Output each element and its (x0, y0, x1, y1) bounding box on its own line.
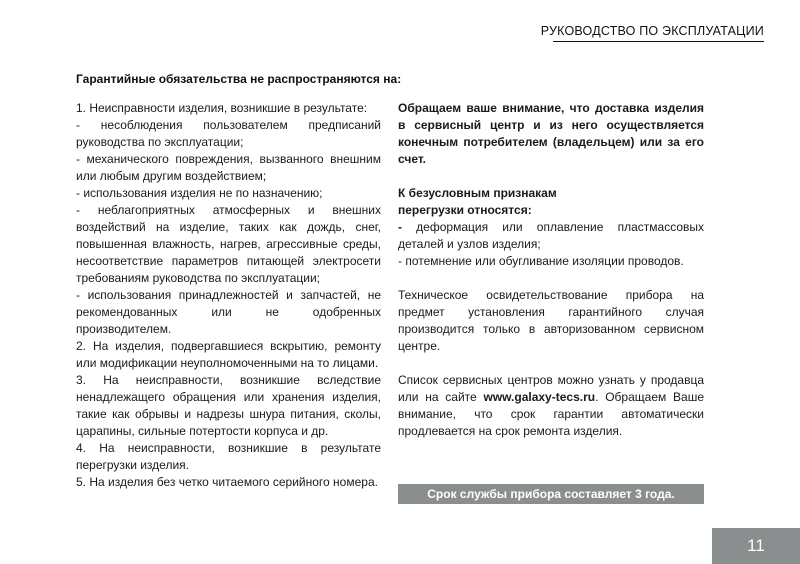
overload-dash: - (398, 220, 402, 234)
service-prefix: Список сервисных центров можно узнать у продавца или на сайте (398, 373, 704, 404)
exclusion-subitem-misuse: - использования изделия не по назначению; (76, 186, 323, 200)
right-column (398, 100, 704, 440)
exclusion-item-5: 5. На изделия без четко читаемого серийного номера. (76, 475, 378, 489)
overload-heading-line-1: К безусловным признакам (398, 186, 557, 200)
exclusion-subitem-environment: - неблагоприятных атмосферных и внешних воздействий на изделие, таких как дождь, снег, повышенная влажность, нагрев, агрессивные среды, несоответствие параметров питающей электросети требованиям руководства по эксплуатации; (76, 203, 381, 285)
exclusion-subitem-manual: - несоблюдения пользователем предписаний руководства по эксплуатации; (76, 118, 381, 149)
overload-item-insulation: - потемнение или обугливание изоляции проводов. (398, 254, 684, 268)
spacer (398, 168, 704, 185)
spacer (398, 270, 704, 287)
overload-heading-line-2: перегрузки относятся: (398, 203, 532, 217)
exclusion-subitem-mechanical: - механического повреждения, вызванного внешним или любым другим воздействием; (76, 152, 381, 183)
exclusion-subitem-accessories: - использования принадлежностей и запчастей, не рекомендованных или не одобренных производителем. (76, 288, 381, 336)
service-centers-note (398, 372, 704, 440)
page-number: 11 (712, 528, 800, 564)
left-column (76, 100, 381, 491)
section-heading: Гарантийные обязательства не распространяются на: (76, 72, 402, 86)
service-life-bar: Срок службы прибора составляет 3 года. (398, 484, 704, 504)
inspection-note: Техническое освидетельствование прибора на предмет установления гарантийного случая производится только в авторизованном сервисном центре. (398, 288, 704, 353)
exclusion-item-2: 2. На изделия, подвергавшиеся вскрытию, ремонту или модификации неуполномоченными на то лицами. (76, 339, 381, 370)
service-suffix: . Обращаем Ваше внимание, что срок гарантии автоматически продлевается на срок ремонта изделия. (398, 390, 704, 438)
exclusion-item-3: 3. На неисправности, возникшие вследствие ненадлежащего обращения или хранения изделия, такие как обрывы и надрезы шнура питания, сколы, царапины, сильные потертости корпуса и др. (76, 373, 381, 438)
exclusion-item-1: 1. Неисправности изделия, возникшие в результате: (76, 101, 368, 115)
delivery-notice: Обращаем ваше внимание, что доставка изделия в сервисный центр и из него осуществляется конечным потребителем (владельцем) или за его счет. (398, 101, 704, 166)
spacer (398, 355, 704, 372)
overload-item-deformation-text: деформация или оплавление пластмассовых деталей и узлов изделия; (398, 220, 704, 251)
overload-item-deformation (398, 219, 704, 253)
website-link[interactable]: www.galaxy-tecs.ru (483, 390, 596, 404)
exclusion-item-4: 4. На неисправности, возникшие в результате перегрузки изделия. (76, 441, 381, 472)
header-title: РУКОВОДСТВО ПО ЭКСПЛУАТАЦИИ (540, 24, 764, 38)
header-rule (553, 41, 764, 42)
